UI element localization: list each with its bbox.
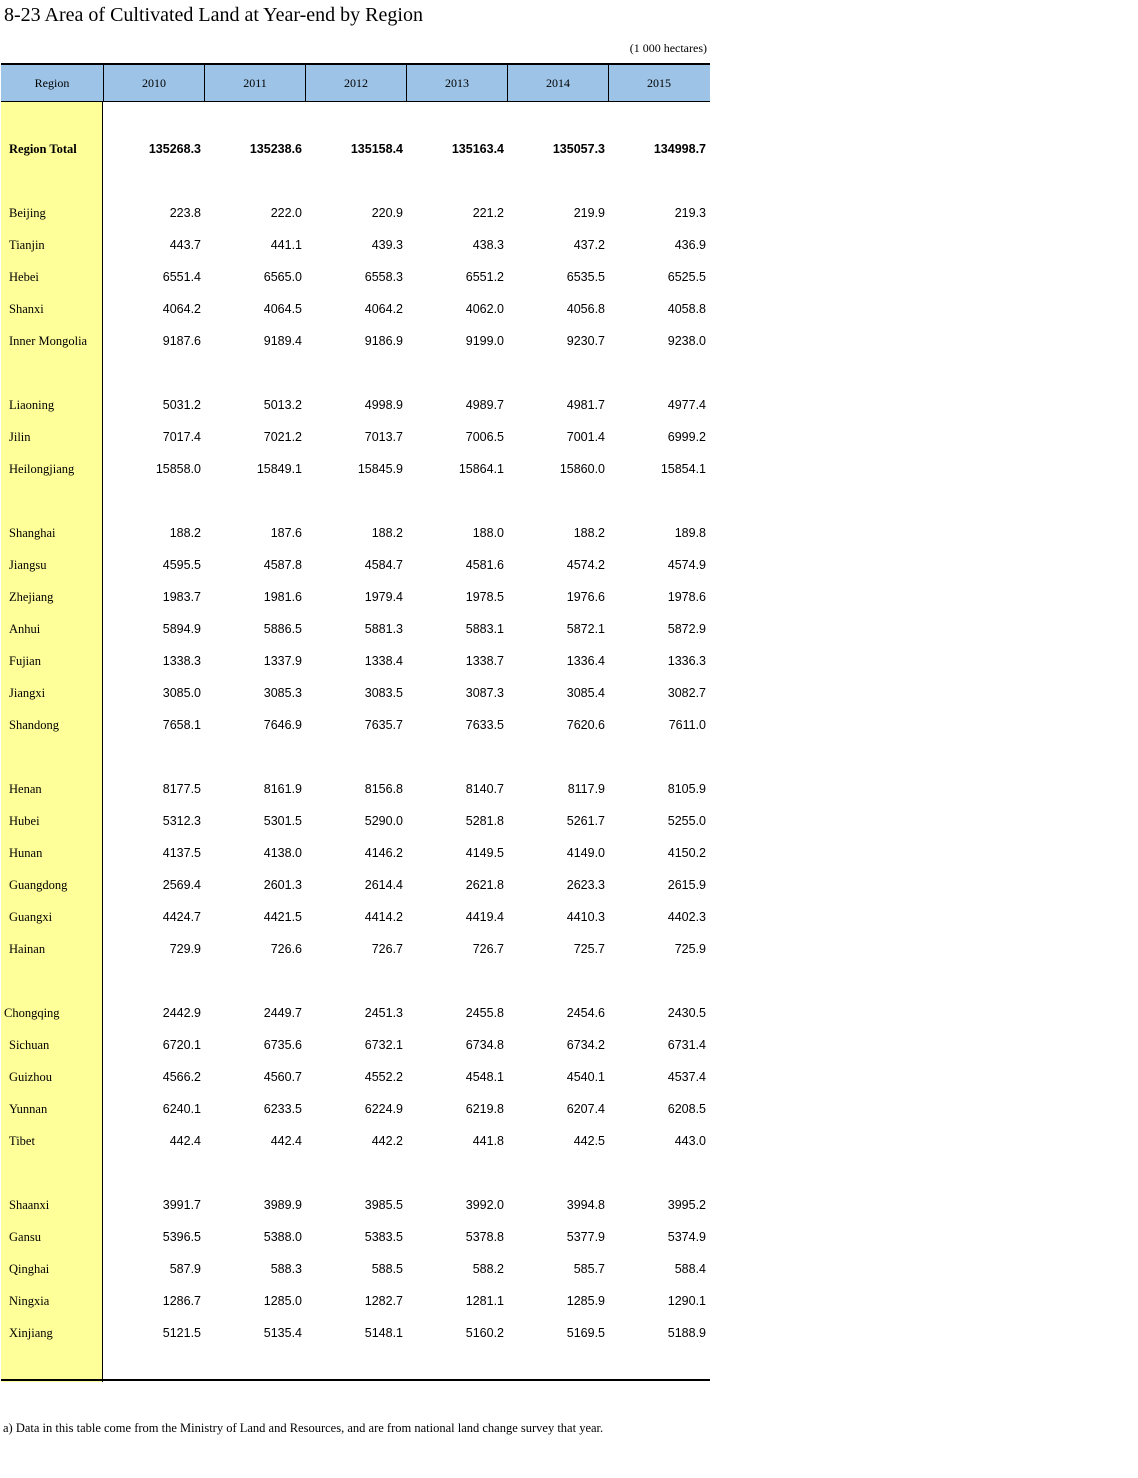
value-cell: 8117.9 bbox=[567, 782, 605, 796]
value-cell: 5255.0 bbox=[667, 814, 706, 828]
value-cell: 7611.0 bbox=[668, 718, 706, 732]
value-cell: 1281.1 bbox=[465, 1294, 504, 1308]
value-cell: 4064.2 bbox=[162, 302, 201, 316]
value-cell: 4587.8 bbox=[263, 558, 302, 572]
value-cell: 7001.4 bbox=[566, 430, 605, 444]
value-cell: 725.9 bbox=[674, 942, 706, 956]
value-cell: 1983.7 bbox=[162, 590, 201, 604]
value-cell: 4149.0 bbox=[566, 846, 605, 860]
value-cell: 2449.7 bbox=[263, 1006, 302, 1020]
region-name-cell: Anhui bbox=[9, 621, 41, 636]
footnote: a) Data in this table come from the Ministry of Land and Resources, and are from national land change survey that year. bbox=[3, 1421, 604, 1435]
region-name-cell: Hunan bbox=[9, 845, 43, 860]
value-cell: 7006.5 bbox=[465, 430, 504, 444]
table-row bbox=[1, 1003, 710, 1023]
value-cell: 7646.9 bbox=[263, 718, 302, 732]
value-cell: 223.8 bbox=[169, 206, 201, 220]
value-cell: 6734.2 bbox=[566, 1038, 605, 1052]
value-cell: 1981.6 bbox=[263, 590, 302, 604]
value-cell: 4064.2 bbox=[364, 302, 403, 316]
value-cell: 135238.6 bbox=[249, 142, 302, 156]
value-cell: 9230.7 bbox=[566, 334, 605, 348]
table-row bbox=[1, 235, 710, 255]
value-cell: 5169.5 bbox=[566, 1326, 605, 1340]
value-cell: 1338.3 bbox=[162, 654, 201, 668]
value-cell: 6720.1 bbox=[162, 1038, 201, 1052]
value-cell: 15845.9 bbox=[357, 462, 403, 476]
value-cell: 2621.8 bbox=[465, 878, 504, 892]
value-cell: 587.9 bbox=[169, 1262, 201, 1276]
value-cell: 8105.9 bbox=[667, 782, 706, 796]
value-cell: 443.7 bbox=[169, 238, 201, 252]
value-cell: 5377.9 bbox=[566, 1230, 605, 1244]
value-cell: 726.7 bbox=[472, 942, 504, 956]
table-body bbox=[1, 102, 710, 1382]
value-cell: 1979.4 bbox=[364, 590, 403, 604]
value-cell: 4421.5 bbox=[263, 910, 302, 924]
value-cell: 1976.6 bbox=[566, 590, 605, 604]
header-cell-year: 2010 bbox=[103, 65, 204, 101]
value-cell: 442.2 bbox=[371, 1134, 403, 1148]
value-cell: 5883.1 bbox=[465, 622, 504, 636]
value-cell: 5148.1 bbox=[364, 1326, 403, 1340]
value-cell: 6240.1 bbox=[162, 1102, 201, 1116]
region-name-cell: Jilin bbox=[9, 429, 31, 444]
region-name-cell: Xinjiang bbox=[9, 1325, 53, 1340]
value-cell: 5374.9 bbox=[667, 1230, 706, 1244]
table-row bbox=[1, 331, 710, 351]
table-header-row bbox=[1, 65, 710, 102]
value-cell: 1336.4 bbox=[566, 654, 605, 668]
value-cell: 9189.4 bbox=[263, 334, 302, 348]
table-row bbox=[1, 1291, 710, 1311]
value-cell: 8140.7 bbox=[465, 782, 504, 796]
value-cell: 1336.3 bbox=[667, 654, 706, 668]
region-name-cell: Heilongjiang bbox=[9, 461, 75, 476]
value-cell: 725.7 bbox=[573, 942, 605, 956]
value-cell: 2615.9 bbox=[667, 878, 706, 892]
value-cell: 4056.8 bbox=[566, 302, 605, 316]
value-cell: 4419.4 bbox=[465, 910, 504, 924]
table-row bbox=[1, 587, 710, 607]
value-cell: 219.9 bbox=[573, 206, 605, 220]
value-cell: 6558.3 bbox=[364, 270, 403, 284]
value-cell: 4560.7 bbox=[263, 1070, 302, 1084]
value-cell: 3994.8 bbox=[566, 1198, 605, 1212]
value-cell: 2614.4 bbox=[364, 878, 403, 892]
region-name-cell: Henan bbox=[9, 781, 42, 796]
value-cell: 588.2 bbox=[472, 1262, 504, 1276]
value-cell: 443.0 bbox=[674, 1134, 706, 1148]
value-cell: 3985.5 bbox=[364, 1198, 403, 1212]
value-cell: 6525.5 bbox=[667, 270, 706, 284]
value-cell: 1337.9 bbox=[263, 654, 302, 668]
value-cell: 4981.7 bbox=[566, 398, 605, 412]
value-cell: 2442.9 bbox=[162, 1006, 201, 1020]
value-cell: 6565.0 bbox=[263, 270, 302, 284]
value-cell: 6233.5 bbox=[263, 1102, 302, 1116]
region-name-cell: Beijing bbox=[9, 205, 46, 220]
value-cell: 4062.0 bbox=[465, 302, 504, 316]
table-row bbox=[1, 1195, 710, 1215]
region-name-cell: Shanxi bbox=[9, 301, 44, 316]
value-cell: 6735.6 bbox=[263, 1038, 302, 1052]
value-cell: 4998.9 bbox=[364, 398, 403, 412]
value-cell: 220.9 bbox=[371, 206, 403, 220]
value-cell: 6732.1 bbox=[364, 1038, 403, 1052]
value-cell: 729.9 bbox=[169, 942, 201, 956]
value-cell: 9187.6 bbox=[162, 334, 201, 348]
value-cell: 5121.5 bbox=[162, 1326, 201, 1340]
header-cell-year: 2013 bbox=[406, 65, 507, 101]
region-name-cell: Shandong bbox=[9, 717, 59, 732]
table-bottom-rule bbox=[1, 1379, 710, 1381]
value-cell: 5312.3 bbox=[162, 814, 201, 828]
value-cell: 5388.0 bbox=[263, 1230, 302, 1244]
value-cell: 7013.7 bbox=[364, 430, 403, 444]
table-row bbox=[1, 267, 710, 287]
value-cell: 4424.7 bbox=[162, 910, 201, 924]
header-cell-year: 2015 bbox=[608, 65, 709, 101]
region-name-cell: Sichuan bbox=[9, 1037, 50, 1052]
region-name-cell: Guangdong bbox=[9, 877, 68, 892]
value-cell: 9199.0 bbox=[465, 334, 504, 348]
value-cell: 4977.4 bbox=[667, 398, 706, 412]
table-row bbox=[1, 939, 710, 959]
value-cell: 135057.3 bbox=[552, 142, 605, 156]
value-cell: 5881.3 bbox=[364, 622, 403, 636]
value-cell: 5894.9 bbox=[162, 622, 201, 636]
value-cell: 2451.3 bbox=[364, 1006, 403, 1020]
value-cell: 8156.8 bbox=[364, 782, 403, 796]
value-cell: 442.4 bbox=[270, 1134, 302, 1148]
value-cell: 2569.4 bbox=[162, 878, 201, 892]
value-cell: 15864.1 bbox=[458, 462, 504, 476]
table-row bbox=[1, 459, 710, 479]
value-cell: 441.1 bbox=[270, 238, 302, 252]
value-cell: 3989.9 bbox=[263, 1198, 302, 1212]
value-cell: 4548.1 bbox=[465, 1070, 504, 1084]
value-cell: 8161.9 bbox=[263, 782, 302, 796]
value-cell: 4584.7 bbox=[364, 558, 403, 572]
value-cell: 5383.5 bbox=[364, 1230, 403, 1244]
value-cell: 726.6 bbox=[270, 942, 302, 956]
value-cell: 2455.8 bbox=[465, 1006, 504, 1020]
value-cell: 1338.4 bbox=[364, 654, 403, 668]
value-cell: 2601.3 bbox=[263, 878, 302, 892]
region-name-cell: Inner Mongolia bbox=[9, 333, 88, 348]
value-cell: 3082.7 bbox=[667, 686, 706, 700]
unit-label: (1 000 hectares) bbox=[629, 41, 707, 55]
value-cell: 439.3 bbox=[371, 238, 403, 252]
header-cell-year: 2011 bbox=[204, 65, 305, 101]
region-name-cell: Hubei bbox=[9, 813, 40, 828]
value-cell: 6207.4 bbox=[566, 1102, 605, 1116]
value-cell: 6734.8 bbox=[465, 1038, 504, 1052]
value-cell: 7635.7 bbox=[364, 718, 403, 732]
region-name-cell: Zhejiang bbox=[9, 589, 54, 604]
table-row bbox=[1, 1067, 710, 1087]
table-row bbox=[1, 811, 710, 831]
value-cell: 4989.7 bbox=[465, 398, 504, 412]
region-name-cell: Jiangsu bbox=[9, 557, 47, 572]
region-column-band bbox=[1, 102, 103, 1382]
value-cell: 5396.5 bbox=[162, 1230, 201, 1244]
region-name-cell: Jiangxi bbox=[9, 685, 46, 700]
value-cell: 4149.5 bbox=[465, 846, 504, 860]
region-name-cell: Hebei bbox=[9, 269, 39, 284]
region-name-cell: Qinghai bbox=[9, 1261, 50, 1276]
value-cell: 1285.9 bbox=[566, 1294, 605, 1308]
value-cell: 188.2 bbox=[371, 526, 403, 540]
value-cell: 188.2 bbox=[169, 526, 201, 540]
value-cell: 442.4 bbox=[169, 1134, 201, 1148]
value-cell: 6731.4 bbox=[667, 1038, 706, 1052]
header-cell-year: 2012 bbox=[305, 65, 406, 101]
table-row bbox=[1, 1323, 710, 1343]
value-cell: 1978.5 bbox=[465, 590, 504, 604]
value-cell: 5301.5 bbox=[263, 814, 302, 828]
table-row bbox=[1, 1035, 710, 1055]
region-name-cell: Shaanxi bbox=[9, 1197, 50, 1212]
table-row bbox=[1, 1131, 710, 1151]
value-cell: 4058.8 bbox=[667, 302, 706, 316]
region-name-cell: Shanghai bbox=[9, 525, 56, 540]
region-name-cell: Tianjin bbox=[9, 237, 45, 252]
value-cell: 4414.2 bbox=[364, 910, 403, 924]
header-cell-region: Region bbox=[34, 75, 70, 90]
value-cell: 9238.0 bbox=[667, 334, 706, 348]
value-cell: 1978.6 bbox=[667, 590, 706, 604]
value-cell: 5188.9 bbox=[667, 1326, 706, 1340]
value-cell: 6551.4 bbox=[162, 270, 201, 284]
value-cell: 4410.3 bbox=[566, 910, 605, 924]
value-cell: 4537.4 bbox=[667, 1070, 706, 1084]
value-cell: 6208.5 bbox=[667, 1102, 706, 1116]
value-cell: 189.8 bbox=[674, 526, 706, 540]
value-cell: 188.2 bbox=[573, 526, 605, 540]
value-cell: 3995.2 bbox=[667, 1198, 706, 1212]
value-cell: 4574.9 bbox=[667, 558, 706, 572]
value-cell: 438.3 bbox=[472, 238, 504, 252]
value-cell: 4581.6 bbox=[465, 558, 504, 572]
value-cell: 4540.1 bbox=[566, 1070, 605, 1084]
value-cell: 726.7 bbox=[371, 942, 403, 956]
value-cell: 2454.6 bbox=[566, 1006, 605, 1020]
value-cell: 7021.2 bbox=[263, 430, 302, 444]
value-cell: 5886.5 bbox=[263, 622, 302, 636]
value-cell: 4402.3 bbox=[667, 910, 706, 924]
value-cell: 219.3 bbox=[674, 206, 706, 220]
region-name-cell: Guangxi bbox=[9, 909, 53, 924]
region-name-cell: Chongqing bbox=[4, 1005, 60, 1020]
table-row bbox=[1, 395, 710, 415]
table-row bbox=[1, 715, 710, 735]
value-cell: 3991.7 bbox=[162, 1198, 201, 1212]
table-row bbox=[1, 907, 710, 927]
value-cell: 1338.7 bbox=[465, 654, 504, 668]
value-cell: 9186.9 bbox=[364, 334, 403, 348]
table-row bbox=[1, 619, 710, 639]
table-row-total bbox=[1, 139, 710, 159]
value-cell: 1290.1 bbox=[667, 1294, 706, 1308]
value-cell: 5160.2 bbox=[465, 1326, 504, 1340]
value-cell: 588.3 bbox=[270, 1262, 302, 1276]
page-title: 8-23 Area of Cultivated Land at Year-end by Region bbox=[4, 4, 423, 26]
table-row bbox=[1, 299, 710, 319]
table-row bbox=[1, 523, 710, 543]
region-name-cell: Hainan bbox=[9, 941, 46, 956]
region-name-cell: Gansu bbox=[9, 1229, 41, 1244]
value-cell: 442.5 bbox=[573, 1134, 605, 1148]
table-row bbox=[1, 1227, 710, 1247]
value-cell: 221.2 bbox=[472, 206, 504, 220]
value-cell: 15849.1 bbox=[256, 462, 302, 476]
table-row bbox=[1, 427, 710, 447]
value-cell: 135158.4 bbox=[350, 142, 403, 156]
value-cell: 187.6 bbox=[270, 526, 302, 540]
value-cell: 3085.3 bbox=[263, 686, 302, 700]
value-cell: 588.5 bbox=[371, 1262, 403, 1276]
value-cell: 5290.0 bbox=[364, 814, 403, 828]
value-cell: 5872.9 bbox=[667, 622, 706, 636]
table-row bbox=[1, 683, 710, 703]
region-name-cell: Ningxia bbox=[9, 1293, 50, 1308]
value-cell: 3085.4 bbox=[566, 686, 605, 700]
value-cell: 1286.7 bbox=[162, 1294, 201, 1308]
region-name-cell: Liaoning bbox=[9, 397, 55, 412]
value-cell: 3083.5 bbox=[364, 686, 403, 700]
value-cell: 4138.0 bbox=[263, 846, 302, 860]
value-cell: 1285.0 bbox=[263, 1294, 302, 1308]
table-row bbox=[1, 555, 710, 575]
region-name-cell: Tibet bbox=[9, 1133, 35, 1148]
value-cell: 4146.2 bbox=[364, 846, 403, 860]
value-cell: 585.7 bbox=[573, 1262, 605, 1276]
value-cell: 6219.8 bbox=[465, 1102, 504, 1116]
value-cell: 3992.0 bbox=[465, 1198, 504, 1212]
table-row bbox=[1, 203, 710, 223]
value-cell: 3087.3 bbox=[465, 686, 504, 700]
value-cell: 4566.2 bbox=[162, 1070, 201, 1084]
value-cell: 6535.5 bbox=[566, 270, 605, 284]
value-cell: 5135.4 bbox=[263, 1326, 302, 1340]
value-cell: 4595.5 bbox=[162, 558, 201, 572]
table-row bbox=[1, 875, 710, 895]
value-cell: 15854.1 bbox=[660, 462, 706, 476]
header-cell-year: 2014 bbox=[507, 65, 608, 101]
value-cell: 134998.7 bbox=[653, 142, 706, 156]
value-cell: 135268.3 bbox=[148, 142, 201, 156]
value-cell: 15860.0 bbox=[559, 462, 605, 476]
value-cell: 6224.9 bbox=[364, 1102, 403, 1116]
value-cell: 5031.2 bbox=[162, 398, 201, 412]
table-row bbox=[1, 843, 710, 863]
value-cell: 8177.5 bbox=[162, 782, 201, 796]
value-cell: 437.2 bbox=[573, 238, 605, 252]
value-cell: 4150.2 bbox=[667, 846, 706, 860]
value-cell: 7633.5 bbox=[465, 718, 504, 732]
table-row bbox=[1, 779, 710, 799]
value-cell: 6551.2 bbox=[465, 270, 504, 284]
value-cell: 4137.5 bbox=[162, 846, 201, 860]
value-cell: 2623.3 bbox=[566, 878, 605, 892]
value-cell: 188.0 bbox=[472, 526, 504, 540]
table-row bbox=[1, 1259, 710, 1279]
value-cell: 5261.7 bbox=[566, 814, 605, 828]
value-cell: 7658.1 bbox=[162, 718, 201, 732]
value-cell: 588.4 bbox=[674, 1262, 706, 1276]
value-cell: 7620.6 bbox=[566, 718, 605, 732]
value-cell: 6999.2 bbox=[667, 430, 706, 444]
value-cell: 135163.4 bbox=[451, 142, 504, 156]
value-cell: 4574.2 bbox=[566, 558, 605, 572]
value-cell: 5872.1 bbox=[566, 622, 605, 636]
region-name-cell: Yunnan bbox=[9, 1101, 48, 1116]
value-cell: 15858.0 bbox=[155, 462, 201, 476]
value-cell: 5281.8 bbox=[465, 814, 504, 828]
region-name-cell: Fujian bbox=[9, 653, 41, 668]
data-table bbox=[1, 63, 710, 1382]
value-cell: 5013.2 bbox=[263, 398, 302, 412]
value-cell: 2430.5 bbox=[667, 1006, 706, 1020]
table-row bbox=[1, 1099, 710, 1119]
value-cell: 5378.8 bbox=[465, 1230, 504, 1244]
value-cell: 1282.7 bbox=[364, 1294, 403, 1308]
value-cell: 4064.5 bbox=[263, 302, 302, 316]
region-name-cell: Region Total bbox=[9, 141, 77, 156]
region-name-cell: Guizhou bbox=[9, 1069, 53, 1084]
table-row bbox=[1, 651, 710, 671]
value-cell: 4552.2 bbox=[364, 1070, 403, 1084]
value-cell: 441.8 bbox=[472, 1134, 504, 1148]
value-cell: 3085.0 bbox=[162, 686, 201, 700]
value-cell: 436.9 bbox=[674, 238, 706, 252]
value-cell: 222.0 bbox=[270, 206, 302, 220]
value-cell: 7017.4 bbox=[162, 430, 201, 444]
